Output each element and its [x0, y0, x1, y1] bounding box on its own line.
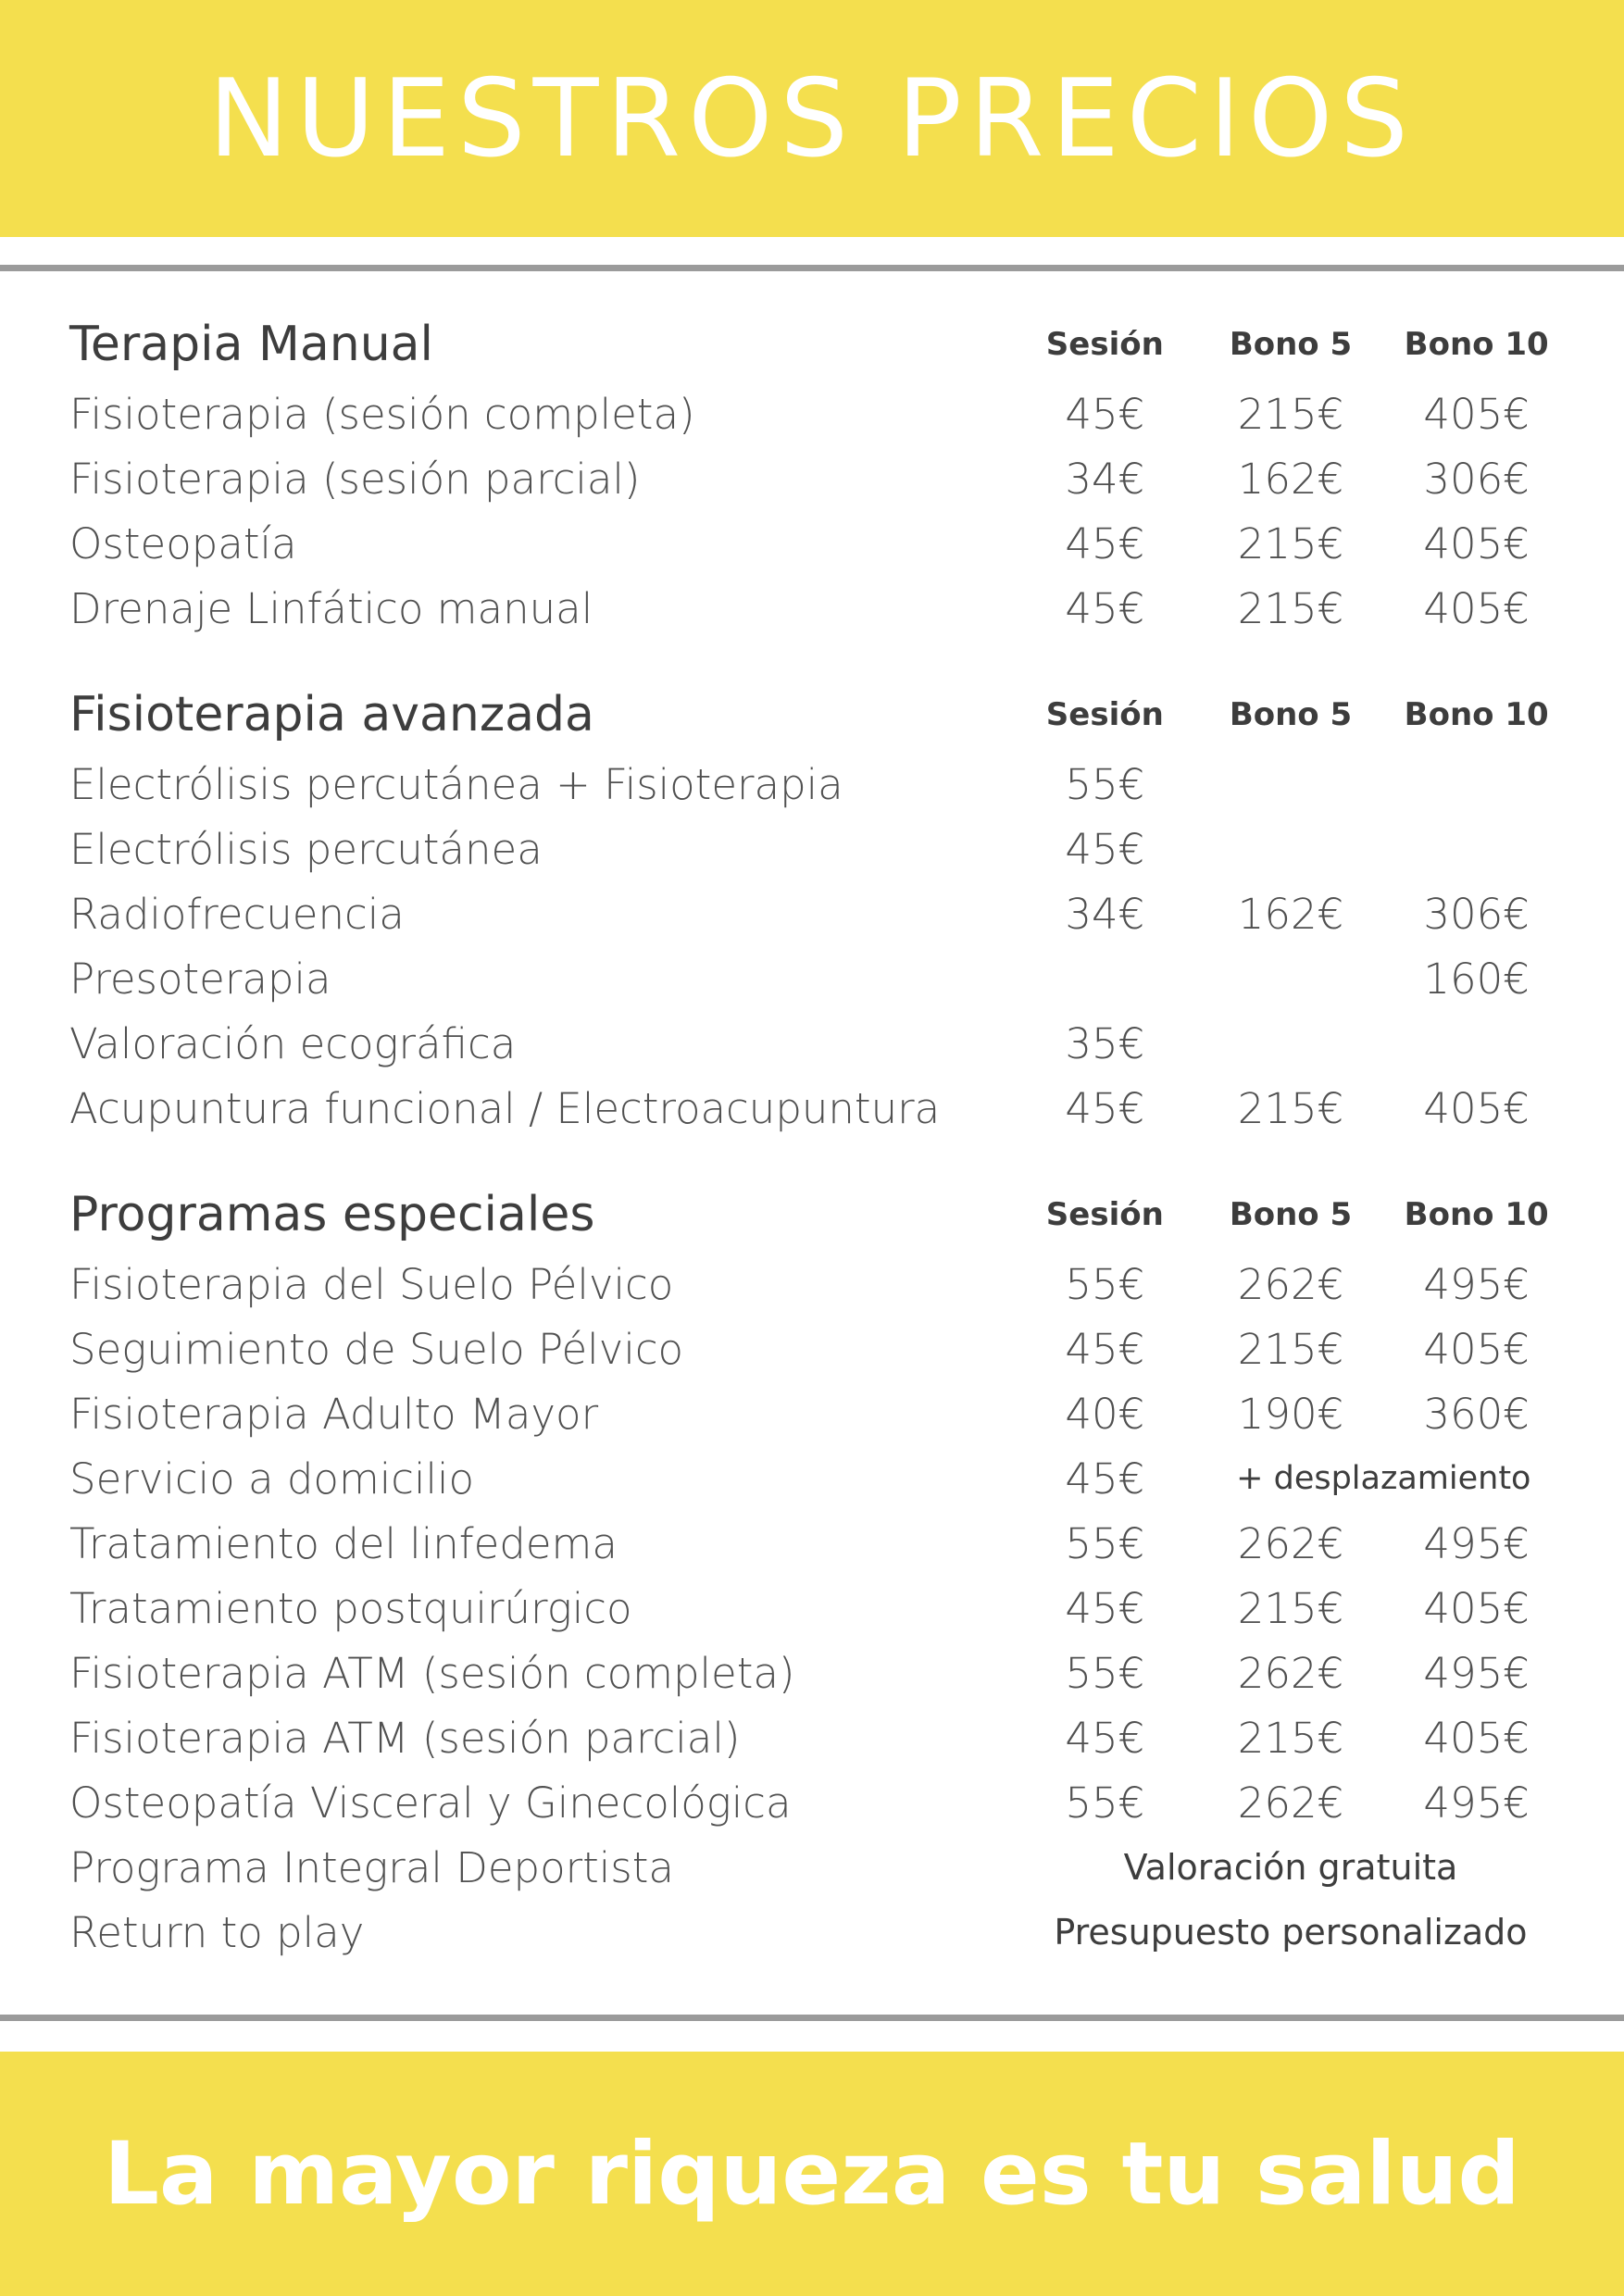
price-row [69, 752, 1569, 817]
price-section [69, 307, 1569, 641]
price-bono5: 215€ [1237, 1083, 1344, 1133]
bottom-divider [0, 2015, 1624, 2021]
column-header-bono10: Bono 10 [1404, 1196, 1549, 1233]
service-name: Acupuntura funcional / Electroacupuntura [69, 1083, 941, 1133]
price-row [69, 381, 1569, 446]
price-note: Presupuesto personalizado [1054, 1912, 1528, 1953]
column-header-bono10: Bono 10 [1404, 696, 1549, 733]
price-bono5: 162€ [1237, 889, 1344, 939]
price-bono5: 215€ [1237, 1583, 1344, 1633]
section-header [69, 678, 1569, 752]
section-title: Terapia Manual [69, 317, 433, 372]
column-header-bono10: Bono 10 [1404, 326, 1549, 363]
price-session: 55€ [1065, 1259, 1145, 1309]
price-bono10: 405€ [1423, 518, 1530, 568]
service-name: Radiofrecuencia [69, 889, 405, 939]
price-session: 45€ [1065, 583, 1145, 633]
price-row [69, 1835, 1569, 1900]
column-header-bono5: Bono 5 [1229, 1196, 1353, 1233]
price-bono5: 190€ [1237, 1389, 1344, 1439]
price-row [69, 446, 1569, 511]
price-bono5: 215€ [1237, 518, 1344, 568]
service-name: Programa Integral Deportista [69, 1842, 674, 1892]
service-name: Fisioterapia ATM (sesión completa) [69, 1648, 795, 1698]
price-session: 45€ [1065, 389, 1145, 439]
price-row [69, 1770, 1569, 1835]
service-name: Presoterapia [69, 954, 331, 1004]
price-bono10: 495€ [1423, 1518, 1530, 1568]
price-session: 45€ [1065, 1083, 1145, 1133]
price-section [69, 1178, 1569, 1965]
price-row [69, 881, 1569, 946]
price-bono10: 405€ [1423, 1324, 1530, 1374]
footer-banner [0, 2052, 1624, 2296]
service-name: Fisioterapia del Suelo Pélvico [69, 1259, 674, 1309]
price-bono10: 360€ [1423, 1389, 1530, 1439]
price-bono5: 215€ [1237, 1324, 1344, 1374]
price-session: 34€ [1065, 454, 1145, 504]
service-name: Osteopatía Visceral y Ginecológica [69, 1778, 792, 1828]
service-name: Electrólisis percutánea [69, 824, 543, 874]
price-bono10: 495€ [1423, 1778, 1530, 1828]
price-session: 45€ [1065, 518, 1145, 568]
service-name: Fisioterapia Adulto Mayor [69, 1389, 599, 1439]
price-bono10: 495€ [1423, 1648, 1530, 1698]
price-session: 45€ [1065, 824, 1145, 874]
price-bono5: 215€ [1237, 389, 1344, 439]
price-session: 45€ [1065, 1454, 1145, 1504]
service-name: Tratamiento postquirúrgico [69, 1583, 632, 1633]
price-bono5: 262€ [1237, 1648, 1344, 1698]
price-session: 34€ [1065, 889, 1145, 939]
price-bono10: 405€ [1423, 583, 1530, 633]
price-session: 55€ [1065, 759, 1145, 809]
service-name: Fisioterapia ATM (sesión parcial) [69, 1713, 741, 1763]
price-row [69, 946, 1569, 1011]
service-name: Seguimiento de Suelo Pélvico [69, 1324, 684, 1374]
price-row [69, 1900, 1569, 1965]
service-name: Fisioterapia (sesión completa) [69, 389, 695, 439]
top-divider [0, 265, 1624, 271]
price-row [69, 1511, 1569, 1576]
price-row [69, 1011, 1569, 1076]
price-row [69, 1076, 1569, 1141]
header-banner [0, 0, 1624, 237]
service-name: Valoración ecográfica [69, 1018, 517, 1068]
price-row [69, 1381, 1569, 1446]
price-session: 45€ [1065, 1713, 1145, 1763]
price-bono5: 262€ [1237, 1518, 1344, 1568]
column-header-session: Sesión [1045, 696, 1164, 733]
price-session: 45€ [1065, 1324, 1145, 1374]
section-title: Programas especiales [69, 1187, 595, 1242]
price-session: 35€ [1065, 1018, 1145, 1068]
price-section [69, 678, 1569, 1141]
service-name: Servicio a domicilio [69, 1454, 475, 1504]
price-bono5: 262€ [1237, 1259, 1344, 1309]
price-session: 55€ [1065, 1518, 1145, 1568]
price-row [69, 1446, 1569, 1511]
service-name: Drenaje Linfático manual [69, 583, 593, 633]
price-bono5: 215€ [1237, 1713, 1344, 1763]
price-bono10: 306€ [1423, 889, 1530, 939]
price-bono5: 162€ [1237, 454, 1344, 504]
section-header [69, 307, 1569, 381]
column-header-bono5: Bono 5 [1229, 326, 1353, 363]
price-bono10: 306€ [1423, 454, 1530, 504]
price-bono10: 495€ [1423, 1259, 1530, 1309]
service-name: Fisioterapia (sesión parcial) [69, 454, 641, 504]
service-name: Tratamiento del linfedema [69, 1518, 618, 1568]
service-name: Osteopatía [69, 518, 297, 568]
price-bono10: 405€ [1423, 1583, 1530, 1633]
price-bono10: 405€ [1423, 389, 1530, 439]
price-session: 55€ [1065, 1778, 1145, 1828]
price-session: 55€ [1065, 1648, 1145, 1698]
service-name: Electrólisis percutánea + Fisioterapia [69, 759, 843, 809]
service-name: Return to play [69, 1907, 365, 1957]
page-title: NUESTROS PRECIOS [208, 56, 1416, 181]
price-row [69, 1316, 1569, 1381]
price-row [69, 1641, 1569, 1705]
price-row [69, 511, 1569, 576]
footer-tagline: La mayor riqueza es tu salud [104, 2123, 1520, 2225]
price-row [69, 1576, 1569, 1641]
price-extra: + desplazamiento [1236, 1460, 1531, 1497]
price-row [69, 1705, 1569, 1770]
price-list [69, 307, 1569, 2002]
price-session: 45€ [1065, 1583, 1145, 1633]
price-bono5: 215€ [1237, 583, 1344, 633]
section-title: Fisioterapia avanzada [69, 687, 594, 742]
column-header-bono5: Bono 5 [1229, 696, 1353, 733]
price-bono5: 262€ [1237, 1778, 1344, 1828]
price-note: Valoración gratuita [1123, 1847, 1458, 1888]
price-row [69, 576, 1569, 641]
price-row [69, 1252, 1569, 1316]
price-bono10: 405€ [1423, 1713, 1530, 1763]
column-header-session: Sesión [1045, 1196, 1164, 1233]
section-header [69, 1178, 1569, 1252]
price-session: 40€ [1065, 1389, 1145, 1439]
price-row [69, 817, 1569, 881]
price-bono10: 405€ [1423, 1083, 1530, 1133]
column-header-session: Sesión [1045, 326, 1164, 363]
price-bono10: 160€ [1423, 954, 1530, 1004]
